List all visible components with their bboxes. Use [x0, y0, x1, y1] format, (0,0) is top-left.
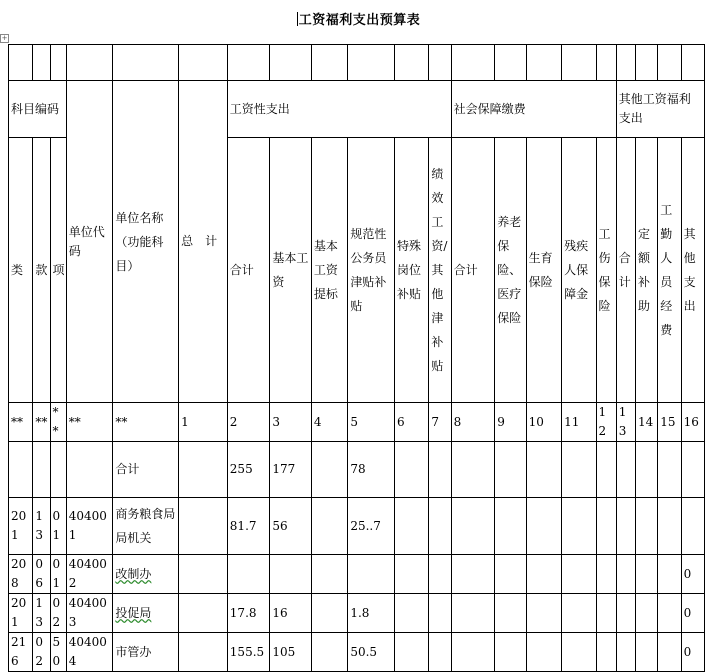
- cell[interactable]: [311, 633, 347, 672]
- cell[interactable]: [311, 498, 347, 555]
- basic-salary-cell[interactable]: 16: [270, 594, 312, 633]
- index-cell[interactable]: 13: [616, 403, 635, 442]
- cell[interactable]: [616, 594, 635, 633]
- table-row: [9, 442, 705, 498]
- unit-name-header[interactable]: 单位名称（功能科目）: [113, 81, 179, 403]
- unit-code-cell[interactable]: 404004: [66, 633, 113, 672]
- cell[interactable]: [348, 45, 395, 81]
- cell[interactable]: [596, 633, 616, 672]
- other-sum-header[interactable]: 合计: [616, 138, 635, 403]
- maternity-insurance-header[interactable]: 生育保险: [526, 138, 561, 403]
- kuan-cell[interactable]: 02: [33, 633, 50, 672]
- total-header[interactable]: 总 计: [179, 81, 228, 403]
- index-cell[interactable]: **: [113, 403, 179, 442]
- cell[interactable]: [562, 45, 596, 81]
- cell[interactable]: [596, 45, 616, 81]
- cell[interactable]: [451, 498, 495, 555]
- index-cell[interactable]: **: [50, 403, 66, 442]
- unit-name-text: 改制办: [115, 566, 152, 581]
- total-cell[interactable]: [179, 555, 228, 594]
- cell[interactable]: [495, 442, 526, 498]
- xiang-cell[interactable]: 02: [50, 594, 66, 633]
- cell[interactable]: [658, 633, 681, 672]
- cell[interactable]: [311, 594, 347, 633]
- civil-servant-allowance-cell[interactable]: 1.8: [348, 594, 395, 633]
- cell[interactable]: [635, 555, 657, 594]
- total-cell[interactable]: [179, 633, 228, 672]
- cell[interactable]: [227, 45, 270, 81]
- other-group-header[interactable]: 其他工资福利支出: [616, 81, 704, 138]
- xiang-cell[interactable]: 50: [50, 633, 66, 672]
- cell[interactable]: [658, 498, 681, 555]
- unit-code-cell[interactable]: 404003: [66, 594, 113, 633]
- cell[interactable]: [596, 555, 616, 594]
- blank-row: [9, 45, 705, 81]
- cell[interactable]: [394, 594, 428, 633]
- table-row: [9, 633, 705, 672]
- other-expense-cell[interactable]: [681, 498, 704, 555]
- lei-header[interactable]: 类: [9, 138, 33, 403]
- disability-fund-header[interactable]: 残疾人保障金: [562, 138, 596, 403]
- salary-sum-cell[interactable]: [227, 555, 270, 594]
- cell[interactable]: [451, 633, 495, 672]
- cell[interactable]: [562, 555, 596, 594]
- table-move-handle-icon[interactable]: +: [1, 34, 8, 42]
- cell[interactable]: [681, 45, 704, 81]
- other-expense-header[interactable]: 其他支出: [681, 138, 704, 403]
- cell[interactable]: [33, 45, 50, 81]
- basic-salary-raise-header[interactable]: 基本工资提标: [311, 138, 347, 403]
- subject-code-header[interactable]: 科目编码: [9, 81, 67, 138]
- index-cell[interactable]: 11: [562, 403, 596, 442]
- cell[interactable]: [495, 45, 526, 81]
- table-row: [9, 498, 705, 555]
- cell[interactable]: [9, 45, 33, 81]
- salary-group-header[interactable]: 工资性支出: [227, 81, 451, 138]
- injury-insurance-header[interactable]: 工伤保险: [596, 138, 616, 403]
- xiang-cell[interactable]: 01: [50, 555, 66, 594]
- cell[interactable]: [270, 45, 312, 81]
- unit-code-cell[interactable]: [66, 442, 113, 498]
- index-cell[interactable]: 1: [179, 403, 228, 442]
- lei-cell[interactable]: 201: [9, 594, 33, 633]
- cell[interactable]: [616, 442, 635, 498]
- special-post-allowance-header[interactable]: 特殊岗位补贴: [394, 138, 428, 403]
- salary-sum-cell[interactable]: 155.5: [227, 633, 270, 672]
- lei-cell[interactable]: 201: [9, 498, 33, 555]
- index-cell[interactable]: 8: [451, 403, 495, 442]
- cell[interactable]: [526, 45, 561, 81]
- kuan-cell[interactable]: 13: [33, 594, 50, 633]
- unit-code-header[interactable]: 单位代码: [66, 81, 113, 403]
- fixed-subsidy-header[interactable]: 定额补助: [635, 138, 657, 403]
- civil-servant-allowance-cell[interactable]: 50.5: [348, 633, 395, 672]
- cell[interactable]: [429, 45, 451, 81]
- cell[interactable]: [596, 442, 616, 498]
- unit-code-cell[interactable]: 404002: [66, 555, 113, 594]
- kuan-cell[interactable]: 13: [33, 498, 50, 555]
- cell[interactable]: [616, 498, 635, 555]
- cell[interactable]: [495, 633, 526, 672]
- salary-sum-header[interactable]: 合计: [227, 138, 270, 403]
- index-cell[interactable]: **: [66, 403, 113, 442]
- cell[interactable]: [429, 498, 451, 555]
- cell[interactable]: [635, 633, 657, 672]
- cell[interactable]: [526, 498, 561, 555]
- index-cell[interactable]: 4: [311, 403, 347, 442]
- basic-salary-cell[interactable]: 105: [270, 633, 312, 672]
- cell[interactable]: [311, 442, 347, 498]
- social-group-header[interactable]: 社会保障缴费: [451, 81, 616, 138]
- social-sum-header[interactable]: 合计: [451, 138, 495, 403]
- cell[interactable]: [394, 555, 428, 594]
- cell[interactable]: [451, 555, 495, 594]
- kuan-cell[interactable]: 06: [33, 555, 50, 594]
- cell[interactable]: [526, 633, 561, 672]
- index-cell[interactable]: 6: [394, 403, 428, 442]
- cell[interactable]: [658, 45, 681, 81]
- cell[interactable]: [658, 594, 681, 633]
- other-expense-cell[interactable]: 0: [681, 633, 704, 672]
- cell[interactable]: [562, 498, 596, 555]
- salary-sum-cell[interactable]: 255: [227, 442, 270, 498]
- cell[interactable]: [562, 594, 596, 633]
- index-cell[interactable]: 3: [270, 403, 312, 442]
- index-cell[interactable]: **: [33, 403, 50, 442]
- civil-servant-allowance-cell[interactable]: 78: [348, 442, 395, 498]
- text-cursor: [297, 12, 298, 26]
- table-row: [9, 594, 705, 633]
- basic-salary-cell[interactable]: 56: [270, 498, 312, 555]
- lei-cell[interactable]: 216: [9, 633, 33, 672]
- cell[interactable]: [451, 442, 495, 498]
- kuan-cell[interactable]: [33, 442, 50, 498]
- index-cell[interactable]: 15: [658, 403, 681, 442]
- civil-servant-allowance-header[interactable]: 规范性公务员津贴补贴: [348, 138, 395, 403]
- index-cell[interactable]: **: [9, 403, 33, 442]
- unit-name-cell[interactable]: 合计: [113, 442, 179, 498]
- cell[interactable]: [50, 45, 66, 81]
- salary-sum-cell[interactable]: 81.7: [227, 498, 270, 555]
- cell[interactable]: [429, 633, 451, 672]
- other-expense-cell[interactable]: 0: [681, 555, 704, 594]
- cell[interactable]: [635, 594, 657, 633]
- cell[interactable]: [635, 498, 657, 555]
- table-row: [9, 555, 705, 594]
- cell[interactable]: [394, 442, 428, 498]
- salary-sum-cell[interactable]: 17.8: [227, 594, 270, 633]
- cell[interactable]: [66, 45, 113, 81]
- cell[interactable]: [311, 45, 347, 81]
- total-cell[interactable]: [179, 594, 228, 633]
- unit-name-cell[interactable]: [113, 594, 179, 633]
- basic-salary-cell[interactable]: [270, 555, 312, 594]
- performance-pay-header[interactable]: 绩效工资/其他津补贴: [429, 138, 451, 403]
- cell[interactable]: [179, 45, 228, 81]
- cell[interactable]: [429, 555, 451, 594]
- cell[interactable]: [113, 45, 179, 81]
- index-cell[interactable]: 5: [348, 403, 395, 442]
- unit-name-cell[interactable]: [113, 555, 179, 594]
- basic-salary-header[interactable]: 基本工资: [270, 138, 312, 403]
- cell[interactable]: [495, 498, 526, 555]
- page-title: [0, 9, 717, 28]
- cell[interactable]: [394, 498, 428, 555]
- cell[interactable]: [616, 555, 635, 594]
- index-cell[interactable]: 14: [635, 403, 657, 442]
- cell[interactable]: [495, 555, 526, 594]
- xiang-cell[interactable]: 01: [50, 498, 66, 555]
- cell[interactable]: [311, 555, 347, 594]
- cell[interactable]: [658, 442, 681, 498]
- cell[interactable]: [562, 633, 596, 672]
- index-cell[interactable]: 7: [429, 403, 451, 442]
- cell[interactable]: [616, 45, 635, 81]
- title-text: 工资福利支出预算表: [298, 13, 421, 28]
- cell[interactable]: [596, 594, 616, 633]
- cell[interactable]: [526, 555, 561, 594]
- pension-medical-header[interactable]: 养老保险、医疗保险: [495, 138, 526, 403]
- cell[interactable]: [394, 45, 428, 81]
- cell[interactable]: [526, 442, 561, 498]
- worker-expense-header[interactable]: 工勤人员经费: [658, 138, 681, 403]
- unit-name-text: 投促局: [115, 605, 152, 620]
- xiang-cell[interactable]: [50, 442, 66, 498]
- cell[interactable]: [451, 45, 495, 81]
- index-cell[interactable]: 12: [596, 403, 616, 442]
- unit-name-cell[interactable]: 市管办: [113, 633, 179, 672]
- other-expense-cell[interactable]: [681, 442, 704, 498]
- cell[interactable]: [394, 633, 428, 672]
- civil-servant-allowance-cell[interactable]: [348, 555, 395, 594]
- unit-code-cell[interactable]: 404001: [66, 498, 113, 555]
- cell[interactable]: [658, 555, 681, 594]
- index-cell[interactable]: 2: [227, 403, 270, 442]
- total-cell[interactable]: [179, 498, 228, 555]
- other-expense-cell[interactable]: 0: [681, 594, 704, 633]
- cell[interactable]: [596, 498, 616, 555]
- lei-cell[interactable]: [9, 442, 33, 498]
- index-row: [9, 403, 705, 442]
- budget-table: [8, 44, 705, 672]
- cell[interactable]: [429, 594, 451, 633]
- index-cell[interactable]: 9: [495, 403, 526, 442]
- index-cell[interactable]: 10: [526, 403, 561, 442]
- civil-servant-allowance-cell[interactable]: 25..7: [348, 498, 395, 555]
- index-cell[interactable]: 16: [681, 403, 704, 442]
- cell[interactable]: [562, 442, 596, 498]
- kuan-header[interactable]: 款: [33, 138, 50, 403]
- group-header-row: [9, 81, 705, 138]
- cell[interactable]: [616, 633, 635, 672]
- cell[interactable]: [635, 442, 657, 498]
- cell[interactable]: [429, 442, 451, 498]
- cell[interactable]: [495, 594, 526, 633]
- xiang-header[interactable]: 项: [50, 138, 66, 403]
- basic-salary-cell[interactable]: 177: [270, 442, 312, 498]
- unit-name-cell[interactable]: 商务粮食局局机关: [113, 498, 179, 555]
- lei-cell[interactable]: 208: [9, 555, 33, 594]
- cell[interactable]: [635, 45, 657, 81]
- total-cell[interactable]: [179, 442, 228, 498]
- cell[interactable]: [526, 594, 561, 633]
- cell[interactable]: [451, 594, 495, 633]
